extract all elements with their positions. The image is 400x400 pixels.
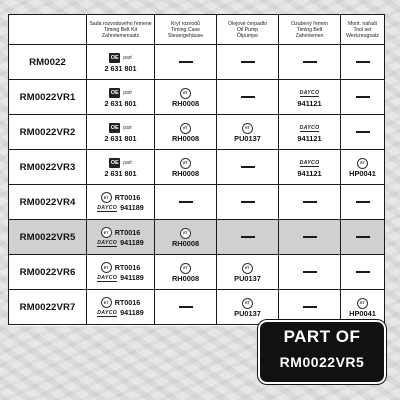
oil-pump-part-number: PU0137 xyxy=(234,308,261,318)
timing-case-part-number: RH0008 xyxy=(171,133,200,143)
empty-dash xyxy=(241,201,255,203)
tool-set-cell xyxy=(341,45,385,80)
dayco-logo-icon: DAYCO xyxy=(97,239,118,246)
timing-case-cell xyxy=(155,185,217,220)
empty-dash xyxy=(303,306,317,308)
kit-name: RM0022VR7 xyxy=(9,290,87,325)
kit-name: RM0022VR1 xyxy=(9,80,87,115)
timing-belt-cell xyxy=(279,115,341,150)
kit-name: RM0022VR4 xyxy=(9,185,87,220)
et-logo-row xyxy=(155,87,216,100)
header-text-de: Ölpumpe xyxy=(236,32,259,39)
et-line xyxy=(101,227,141,238)
timing-belt-cell xyxy=(279,220,341,255)
header-text-en: Timing Case xyxy=(171,26,200,33)
timing-belt-kit-cell xyxy=(87,45,155,80)
timing-case-cell xyxy=(155,255,217,290)
timing-case-cell xyxy=(155,45,217,80)
et-logo-icon: ET xyxy=(242,298,253,309)
timing-case-part-number: RH0008 xyxy=(171,273,200,283)
tool-set-cell xyxy=(341,150,385,185)
empty-dash xyxy=(303,271,317,273)
empty-dash xyxy=(179,306,193,308)
dayco-line xyxy=(97,274,143,282)
header-timing-case xyxy=(155,15,217,45)
tool-set-part-number: HP0041 xyxy=(349,168,376,178)
et-logo-icon: ET xyxy=(101,192,112,203)
et-logo-row xyxy=(341,157,384,170)
et-logo-row xyxy=(217,262,278,275)
et-part-number: RT0016 xyxy=(114,192,141,202)
et-logo-row xyxy=(155,157,216,170)
et-logo-row xyxy=(155,227,216,240)
empty-dash xyxy=(179,61,193,63)
oil-pump-cell xyxy=(217,80,279,115)
header-text-en: Oil Pump xyxy=(236,26,259,33)
dayco-logo-row xyxy=(279,87,340,100)
oil-pump-cell xyxy=(217,45,279,80)
timing-case-cell xyxy=(155,80,217,115)
et-part-number: RT0016 xyxy=(114,297,141,307)
empty-dash xyxy=(303,61,317,63)
kit-name: RM0022VR6 xyxy=(9,255,87,290)
tool-set-cell xyxy=(341,115,385,150)
timing-belt-part-number: 941121 xyxy=(297,133,322,143)
oe-logo-row xyxy=(109,51,132,64)
timing-case-cell xyxy=(155,115,217,150)
timing-belt-part-number: 941121 xyxy=(297,168,322,178)
tool-set-part-number: HP0041 xyxy=(349,308,376,318)
timing-belt-cell xyxy=(279,150,341,185)
timing-case-part-number: RH0008 xyxy=(171,168,200,178)
oe-logo-icon: OE xyxy=(110,54,119,61)
et-logo-row xyxy=(341,297,384,310)
part-of-badge xyxy=(258,320,386,384)
timing-case-part-number: RH0008 xyxy=(171,238,200,248)
header-text-de: Steuergehäuse xyxy=(167,32,204,39)
tool-set-cell xyxy=(341,185,385,220)
oe-logo-icon: OE xyxy=(110,159,119,166)
oe-kit xyxy=(87,86,154,108)
tool-set-cell xyxy=(341,255,385,290)
et-logo-icon: ET xyxy=(180,123,191,134)
oe-part-number: 2 631 801 xyxy=(104,134,137,143)
kit-name: RM0022VR5 xyxy=(9,220,87,255)
oil-pump-cell xyxy=(217,220,279,255)
empty-dash xyxy=(303,201,317,203)
et-logo-icon: ET xyxy=(101,262,112,273)
table-row xyxy=(9,255,385,290)
dayco-part-number: 941189 xyxy=(120,273,144,282)
empty-dash xyxy=(356,201,370,203)
oe-logo-suffix: part xyxy=(123,124,132,131)
empty-dash xyxy=(303,236,317,238)
header-empty xyxy=(9,15,87,45)
dayco-logo-icon: DAYCO xyxy=(97,309,118,316)
oe-logo-suffix: part xyxy=(123,159,132,166)
et-logo-icon: ET xyxy=(180,88,191,99)
et-line xyxy=(101,192,141,203)
header-text-de: Werkzeugsatz xyxy=(346,32,379,39)
header-oil-pump xyxy=(217,15,279,45)
et-logo-icon: ET xyxy=(357,298,368,309)
header-text-cz: Kryt rozvodů xyxy=(170,20,201,27)
header-text-cz: Ozubený řemen xyxy=(291,20,328,27)
empty-dash xyxy=(356,236,370,238)
dayco-part-number: 941189 xyxy=(120,203,144,212)
tool-set-cell xyxy=(341,220,385,255)
dayco-line xyxy=(97,309,143,317)
empty-dash xyxy=(356,96,370,98)
table-body xyxy=(9,45,385,325)
et-dayco-kit xyxy=(87,262,154,282)
oe-logo-row xyxy=(109,121,132,134)
timing-belt-part-number: 941121 xyxy=(297,98,322,108)
table-row xyxy=(9,150,385,185)
oe-part-number: 2 631 801 xyxy=(104,99,137,108)
timing-belt-cell xyxy=(279,255,341,290)
et-logo-row xyxy=(217,297,278,310)
timing-case-cell xyxy=(155,290,217,325)
dayco-part-number: 941189 xyxy=(120,308,144,317)
timing-belt-kit-cell xyxy=(87,255,155,290)
timing-belt-kit-cell xyxy=(87,150,155,185)
timing-belt-cell xyxy=(279,45,341,80)
oe-logo-icon: OE xyxy=(110,124,119,131)
et-logo-row xyxy=(155,122,216,135)
et-logo-row xyxy=(217,122,278,135)
timing-belt-kit-cell xyxy=(87,290,155,325)
et-dayco-kit xyxy=(87,192,154,212)
et-logo-row xyxy=(155,262,216,275)
empty-dash xyxy=(356,271,370,273)
dayco-logo-icon: DAYCO xyxy=(97,204,118,211)
header-text-cz: Olejové čerpadlo xyxy=(228,20,267,27)
kit-comparison-table xyxy=(8,14,385,325)
et-logo-icon: ET xyxy=(357,158,368,169)
oe-part-number: 2 631 801 xyxy=(104,64,137,73)
empty-dash xyxy=(241,236,255,238)
dayco-logo-icon: DAYCO xyxy=(299,89,320,96)
header-tool-set xyxy=(341,15,385,45)
oil-pump-part-number: PU0137 xyxy=(234,133,261,143)
et-logo-icon: ET xyxy=(180,263,191,274)
table-row xyxy=(9,220,385,255)
et-logo-icon: ET xyxy=(180,228,191,239)
header-text-en: Timing Belt xyxy=(296,26,323,33)
timing-belt-kit-cell xyxy=(87,220,155,255)
header-text-de: Zahnriemensatz xyxy=(101,32,140,39)
empty-dash xyxy=(241,166,255,168)
header-text-en: Timing Belt Kit xyxy=(103,26,138,33)
et-logo-icon: ET xyxy=(242,123,253,134)
oil-pump-cell xyxy=(217,185,279,220)
oe-logo-suffix: part xyxy=(123,89,132,96)
oe-kit xyxy=(87,156,154,178)
oe-logo-icon: OE xyxy=(110,89,119,96)
timing-belt-kit-cell xyxy=(87,115,155,150)
et-logo-icon: ET xyxy=(180,158,191,169)
et-line xyxy=(101,297,141,308)
header-timing-belt-kit xyxy=(87,15,155,45)
et-dayco-kit xyxy=(87,297,154,317)
empty-dash xyxy=(241,61,255,63)
empty-dash xyxy=(356,61,370,63)
header-timing-belt xyxy=(279,15,341,45)
timing-belt-kit-cell xyxy=(87,185,155,220)
table-header-row xyxy=(9,15,385,45)
header-text-cz: Mont. nářadí xyxy=(347,20,378,27)
timing-case-cell xyxy=(155,220,217,255)
oe-kit xyxy=(87,51,154,73)
oil-pump-cell xyxy=(217,150,279,185)
et-logo-icon: ET xyxy=(101,297,112,308)
oil-pump-cell xyxy=(217,115,279,150)
oe-logo-row xyxy=(109,156,132,169)
kit-name: RM0022VR2 xyxy=(9,115,87,150)
badge-kit-code: RM0022VR5 xyxy=(279,354,365,370)
dayco-part-number: 941189 xyxy=(120,238,144,247)
et-dayco-kit xyxy=(87,227,154,247)
kit-name: RM0022 xyxy=(9,45,87,80)
et-part-number: RT0016 xyxy=(114,262,141,272)
badge-title: PART OF xyxy=(283,327,361,346)
tool-set-cell xyxy=(341,80,385,115)
timing-belt-cell xyxy=(279,185,341,220)
oe-logo-row xyxy=(109,86,132,99)
header-text-de: Zahnriemen xyxy=(295,32,324,39)
oil-pump-part-number: PU0137 xyxy=(234,273,261,283)
et-part-number: RT0016 xyxy=(114,227,141,237)
dayco-logo-row xyxy=(279,122,340,135)
dayco-logo-icon: DAYCO xyxy=(299,159,320,166)
dayco-line xyxy=(97,239,143,247)
et-logo-icon: ET xyxy=(242,263,253,274)
dayco-line xyxy=(97,204,143,212)
timing-belt-kit-cell xyxy=(87,80,155,115)
dayco-logo-icon: DAYCO xyxy=(97,274,118,281)
empty-dash xyxy=(356,131,370,133)
empty-dash xyxy=(241,96,255,98)
et-logo-icon: ET xyxy=(101,227,112,238)
timing-belt-cell xyxy=(279,80,341,115)
table-row xyxy=(9,80,385,115)
table-row xyxy=(9,185,385,220)
oe-logo-suffix: part xyxy=(123,54,132,61)
timing-case-part-number: RH0008 xyxy=(171,98,200,108)
table-row xyxy=(9,115,385,150)
et-line xyxy=(101,262,141,273)
header-text-en: Tool set xyxy=(353,26,372,33)
header-text-cz: Sada rozvodového řemene xyxy=(89,20,152,27)
oil-pump-cell xyxy=(217,255,279,290)
table-row xyxy=(9,45,385,80)
oe-kit xyxy=(87,121,154,143)
kit-name: RM0022VR3 xyxy=(9,150,87,185)
oe-part-number: 2 631 801 xyxy=(104,169,137,178)
empty-dash xyxy=(179,201,193,203)
dayco-logo-row xyxy=(279,157,340,170)
dayco-logo-icon: DAYCO xyxy=(299,124,320,131)
timing-case-cell xyxy=(155,150,217,185)
